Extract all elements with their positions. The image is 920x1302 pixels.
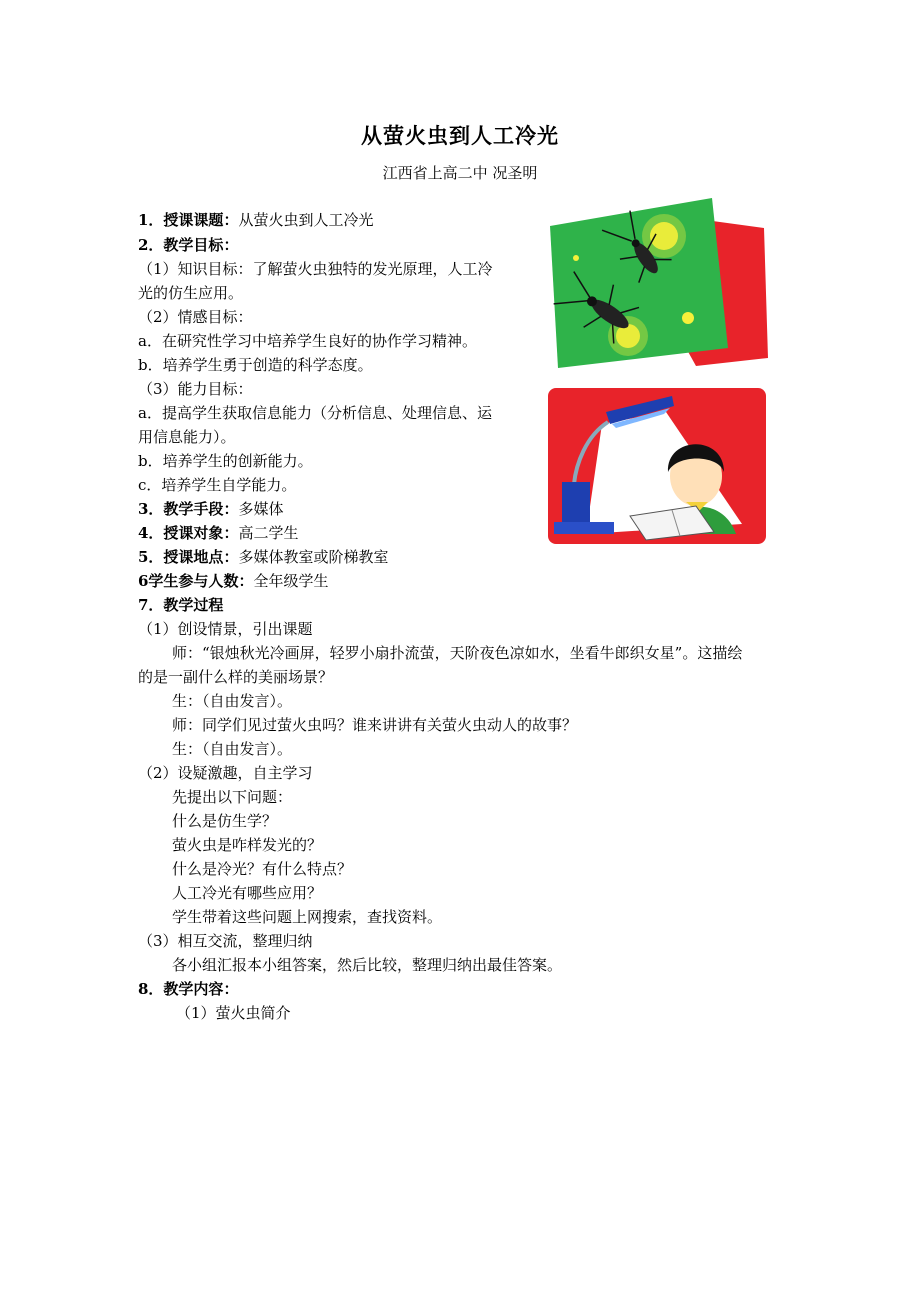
lesson-topic-value: 从萤火虫到人工冷光 <box>238 211 374 229</box>
location-value: 多媒体教室或阶梯教室 <box>238 548 389 566</box>
emotion-goal-heading: （2）情感目标： <box>138 308 253 326</box>
lesson-topic-label: 1．授课课题： <box>138 211 239 229</box>
audience <box>138 523 298 543</box>
knowledge-goal-cont: 光的仿生应用。 <box>138 284 244 302</box>
search-instruction: 学生带着这些问题上网搜索，查找资料。 <box>172 908 443 926</box>
teaching-means-label: 3．教学手段： <box>138 500 239 518</box>
firefly-intro: （1）萤火虫简介 <box>176 1004 291 1022</box>
questions-intro: 先提出以下问题： <box>172 788 293 806</box>
teaching-goals-heading: 2．教学目标： <box>138 236 239 254</box>
location-label: 5．授课地点： <box>138 548 239 566</box>
document-title: 从萤火虫到人工冷光 <box>361 123 559 148</box>
lesson-topic <box>138 210 373 230</box>
teaching-content-heading: 8．教学内容： <box>138 980 239 998</box>
question-2: 萤火虫是咋样发光的？ <box>172 836 323 854</box>
ability-goal-a-cont: 用信息能力）。 <box>138 428 236 446</box>
teaching-means <box>138 499 283 519</box>
question-4: 人工冷光有哪些应用？ <box>172 884 323 902</box>
audience-value: 高二学生 <box>238 524 299 542</box>
teacher-question: 师：同学们见过萤火虫吗？谁来讲讲有关萤火虫动人的故事？ <box>172 716 578 734</box>
process-step-2: （2）设疑激趣，自主学习 <box>138 764 313 782</box>
ability-goal-c: c．培养学生自学能力。 <box>138 476 297 494</box>
group-report: 各小组汇报本小组答案，然后比较，整理归纳出最佳答案。 <box>172 956 563 974</box>
teacher-quote: 师：“银烛秋光冷画屏，轻罗小扇扑流萤，天阶夜色凉如水，坐看牛郎织女星”。这描绘 <box>172 644 743 662</box>
student-response-2: 生：（自由发言）。 <box>172 740 293 758</box>
knowledge-goal: （1）知识目标：了解萤火虫独特的发光原理，人工冷 <box>138 260 493 278</box>
audience-label: 4．授课对象： <box>138 524 239 542</box>
fireflies-illustration <box>546 198 768 368</box>
participants-label: 6学生参与人数： <box>138 572 254 590</box>
emotion-goal-a: a．在研究性学习中培养学生良好的协作学习精神。 <box>138 332 477 350</box>
student-response-1: 生：（自由发言）。 <box>172 692 293 710</box>
ability-goal-a: a．提高学生获取信息能力（分析信息、处理信息、运 <box>138 404 492 422</box>
location <box>138 547 388 567</box>
ability-goal-heading: （3）能力目标： <box>138 380 253 398</box>
emotion-goal-b: b．培养学生勇于创造的科学态度。 <box>138 356 373 374</box>
ability-goal-b: b．培养学生的创新能力。 <box>138 452 313 470</box>
teaching-process-heading: 7．教学过程 <box>138 596 224 614</box>
process-step-1: （1）创设情景，引出课题 <box>138 620 313 638</box>
question-3: 什么是冷光？有什么特点？ <box>172 860 353 878</box>
teacher-quote-cont: 的是一副什么样的美丽场景？ <box>138 668 334 686</box>
participants <box>138 571 328 591</box>
question-1: 什么是仿生学？ <box>172 812 278 830</box>
participants-value: 全年级学生 <box>253 572 329 590</box>
document-author: 江西省上高二中 况圣明 <box>382 164 538 182</box>
reading-child-illustration <box>546 384 768 546</box>
process-step-3: （3）相互交流，整理归纳 <box>138 932 313 950</box>
teaching-means-value: 多媒体 <box>238 500 284 518</box>
